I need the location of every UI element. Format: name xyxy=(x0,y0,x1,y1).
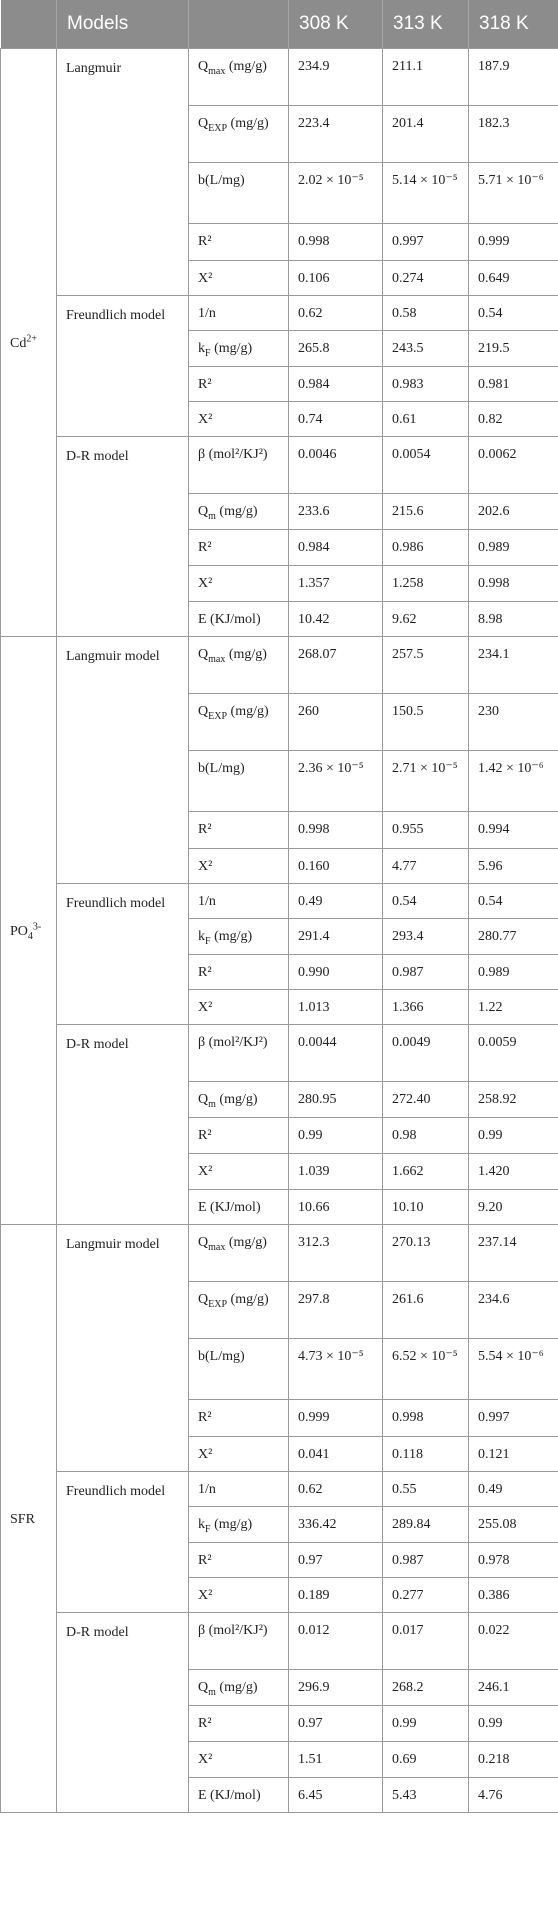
parameter-subscript: m xyxy=(208,510,216,522)
value-cell: 10.66 xyxy=(289,1190,383,1225)
value-cell: 243.5 xyxy=(383,331,469,367)
parameter-cell xyxy=(189,1543,289,1578)
value-cell: 2.71 × 10⁻⁵ xyxy=(383,751,469,812)
value-cell: 0.994 xyxy=(469,812,558,849)
adsorbate-label: PO xyxy=(10,924,28,939)
parameter-cell xyxy=(189,1437,289,1472)
parameter-cell xyxy=(189,261,289,296)
parameter-subscript: F xyxy=(205,935,211,947)
adsorbate-superscript: 2+ xyxy=(26,333,37,345)
parameter-unit: (mg/g) xyxy=(227,704,269,719)
parameter-cell xyxy=(189,1472,289,1507)
value-cell: 270.13 xyxy=(383,1225,469,1282)
parameter-cell xyxy=(189,884,289,919)
value-cell: 246.1 xyxy=(469,1670,558,1706)
value-cell: 1.366 xyxy=(383,990,469,1025)
value-cell: 0.160 xyxy=(289,849,383,884)
parameter-symbol: X² xyxy=(198,859,213,874)
value-cell: 0.97 xyxy=(289,1543,383,1578)
parameter-symbol: b(L/mg) xyxy=(198,1349,245,1364)
value-cell: 5.96 xyxy=(469,849,558,884)
value-cell: 0.62 xyxy=(289,296,383,331)
model-name-cell: D-R model xyxy=(57,1613,189,1813)
value-cell: 9.20 xyxy=(469,1190,558,1225)
model-name-cell: Freundlich model xyxy=(57,296,189,437)
value-cell: 272.40 xyxy=(383,1082,469,1118)
value-cell: 0.989 xyxy=(469,955,558,990)
value-cell: 0.97 xyxy=(289,1706,383,1742)
parameter-unit: (mg/g) xyxy=(210,929,253,944)
adsorbate-label: SFR xyxy=(10,1512,35,1527)
value-cell: 1.013 xyxy=(289,990,383,1025)
parameter-cell xyxy=(189,990,289,1025)
value-cell: 0.218 xyxy=(469,1742,558,1778)
model-name-cell: D-R model xyxy=(57,1025,189,1225)
value-cell: 0.62 xyxy=(289,1472,383,1507)
value-cell: 0.0059 xyxy=(469,1025,558,1082)
value-cell: 0.998 xyxy=(469,566,558,602)
parameter-symbol: Q xyxy=(198,1092,209,1107)
value-cell: 202.6 xyxy=(469,494,558,530)
parameter-symbol: R² xyxy=(198,965,212,980)
value-cell: 0.041 xyxy=(289,1437,383,1472)
table-row xyxy=(1,1472,558,1507)
value-cell: 10.42 xyxy=(289,602,383,637)
value-cell: 0.61 xyxy=(383,402,469,437)
value-cell: 0.999 xyxy=(289,1400,383,1437)
parameter-cell xyxy=(189,106,289,163)
parameter-cell xyxy=(189,367,289,402)
parameter-cell xyxy=(189,1190,289,1225)
header-row xyxy=(1,0,558,49)
value-cell: 0.386 xyxy=(469,1578,558,1613)
header-parameter-blank xyxy=(189,0,289,49)
value-cell: 268.2 xyxy=(383,1670,469,1706)
parameter-unit: (mg/g) xyxy=(215,504,258,519)
value-cell: 0.0062 xyxy=(469,437,558,494)
parameter-cell xyxy=(189,1613,289,1670)
parameter-cell xyxy=(189,1507,289,1543)
parameter-cell xyxy=(189,224,289,261)
parameter-cell xyxy=(189,1742,289,1778)
parameter-cell xyxy=(189,163,289,224)
parameter-symbol: X² xyxy=(198,1752,213,1767)
value-cell: 0.49 xyxy=(469,1472,558,1507)
parameter-cell xyxy=(189,637,289,694)
parameter-symbol: Q xyxy=(198,59,209,74)
adsorbate-cell xyxy=(1,49,57,637)
value-cell: 0.54 xyxy=(469,884,558,919)
parameter-symbol: R² xyxy=(198,1716,212,1731)
value-cell: 293.4 xyxy=(383,919,469,955)
value-cell: 0.978 xyxy=(469,1543,558,1578)
parameter-symbol: Q xyxy=(198,1235,209,1250)
value-cell: 291.4 xyxy=(289,919,383,955)
value-cell: 0.55 xyxy=(383,1472,469,1507)
value-cell: 1.42 × 10⁻⁶ xyxy=(469,751,558,812)
model-name-cell: Langmuir model xyxy=(57,1225,189,1472)
parameter-cell xyxy=(189,296,289,331)
value-cell: 0.987 xyxy=(383,1543,469,1578)
value-cell: 265.8 xyxy=(289,331,383,367)
value-cell: 10.10 xyxy=(383,1190,469,1225)
parameter-symbol: X² xyxy=(198,412,213,427)
value-cell: 289.84 xyxy=(383,1507,469,1543)
value-cell: 0.277 xyxy=(383,1578,469,1613)
parameter-cell xyxy=(189,1400,289,1437)
parameter-cell xyxy=(189,751,289,812)
parameter-symbol: R² xyxy=(198,540,212,555)
parameter-cell xyxy=(189,566,289,602)
value-cell: 0.189 xyxy=(289,1578,383,1613)
parameter-cell xyxy=(189,1778,289,1813)
value-cell: 0.999 xyxy=(469,224,558,261)
value-cell: 0.990 xyxy=(289,955,383,990)
parameter-symbol: R² xyxy=(198,1410,212,1425)
parameter-symbol: X² xyxy=(198,1000,213,1015)
value-cell: 0.981 xyxy=(469,367,558,402)
adsorbate-cell xyxy=(1,637,57,1225)
parameter-symbol: β (mol²/KJ²) xyxy=(198,1035,268,1050)
parameter-cell xyxy=(189,1082,289,1118)
parameter-symbol: Q xyxy=(198,1292,209,1307)
table-row xyxy=(1,1613,558,1670)
table-row xyxy=(1,296,558,331)
parameter-unit: (mg/g) xyxy=(227,116,269,131)
parameter-symbol: R² xyxy=(198,1553,212,1568)
table-row xyxy=(1,884,558,919)
adsorbate-label: Cd xyxy=(10,336,27,351)
value-cell: 0.955 xyxy=(383,812,469,849)
value-cell: 336.42 xyxy=(289,1507,383,1543)
value-cell: 211.1 xyxy=(383,49,469,106)
value-cell: 0.984 xyxy=(289,530,383,566)
parameter-cell xyxy=(189,849,289,884)
value-cell: 312.3 xyxy=(289,1225,383,1282)
parameter-subscript: m xyxy=(208,1098,216,1110)
value-cell: 5.43 xyxy=(383,1778,469,1813)
parameter-unit: (mg/g) xyxy=(210,1517,253,1532)
value-cell: 0.118 xyxy=(383,1437,469,1472)
parameter-symbol: X² xyxy=(198,1588,213,1603)
value-cell: 296.9 xyxy=(289,1670,383,1706)
parameter-symbol: R² xyxy=(198,234,212,249)
parameter-subscript: max xyxy=(208,65,226,77)
parameter-symbol: R² xyxy=(198,377,212,392)
value-cell: 234.1 xyxy=(469,637,558,694)
value-cell: 0.54 xyxy=(469,296,558,331)
value-cell: 0.49 xyxy=(289,884,383,919)
header-313k: 313 K xyxy=(383,0,469,49)
parameter-symbol: X² xyxy=(198,1447,213,1462)
value-cell: 230 xyxy=(469,694,558,751)
value-cell: 0.012 xyxy=(289,1613,383,1670)
parameter-cell xyxy=(189,602,289,637)
model-name-cell: Langmuir model xyxy=(57,637,189,884)
parameter-symbol: 1/n xyxy=(198,894,216,909)
parameter-unit: (mg/g) xyxy=(210,341,253,356)
table-body xyxy=(1,49,558,1813)
value-cell: 1.420 xyxy=(469,1154,558,1190)
parameter-subscript: m xyxy=(208,1686,216,1698)
parameter-symbol: k xyxy=(198,341,205,356)
parameter-unit: (mg/g) xyxy=(225,59,267,74)
parameter-cell xyxy=(189,1670,289,1706)
value-cell: 0.989 xyxy=(469,530,558,566)
header-318k: 318 K xyxy=(469,0,558,49)
value-cell: 0.58 xyxy=(383,296,469,331)
adsorbate-cell xyxy=(1,1225,57,1813)
value-cell: 234.6 xyxy=(469,1282,558,1339)
value-cell: 2.02 × 10⁻⁵ xyxy=(289,163,383,224)
value-cell: 0.106 xyxy=(289,261,383,296)
parameter-cell xyxy=(189,1225,289,1282)
value-cell: 280.95 xyxy=(289,1082,383,1118)
value-cell: 237.14 xyxy=(469,1225,558,1282)
parameter-symbol: Q xyxy=(198,704,209,719)
value-cell: 0.74 xyxy=(289,402,383,437)
value-cell: 0.99 xyxy=(469,1706,558,1742)
parameter-cell xyxy=(189,812,289,849)
value-cell: 9.62 xyxy=(383,602,469,637)
parameter-subscript: EXP xyxy=(208,710,228,722)
table-row xyxy=(1,437,558,494)
parameter-subscript: EXP xyxy=(208,122,228,134)
parameter-cell xyxy=(189,437,289,494)
value-cell: 1.51 xyxy=(289,1742,383,1778)
parameter-symbol: X² xyxy=(198,1164,213,1179)
value-cell: 0.649 xyxy=(469,261,558,296)
value-cell: 4.76 xyxy=(469,1778,558,1813)
value-cell: 0.98 xyxy=(383,1118,469,1154)
parameter-symbol: E (KJ/mol) xyxy=(198,1200,261,1215)
parameter-cell xyxy=(189,331,289,367)
value-cell: 5.71 × 10⁻⁶ xyxy=(469,163,558,224)
parameter-cell xyxy=(189,1578,289,1613)
parameter-symbol: E (KJ/mol) xyxy=(198,1788,261,1803)
value-cell: 234.9 xyxy=(289,49,383,106)
parameter-symbol: Q xyxy=(198,504,209,519)
value-cell: 0.82 xyxy=(469,402,558,437)
value-cell: 0.998 xyxy=(289,812,383,849)
parameter-symbol: b(L/mg) xyxy=(198,761,245,776)
adsorbate-superscript: 3- xyxy=(32,921,42,933)
table-row xyxy=(1,1225,558,1282)
value-cell: 6.45 xyxy=(289,1778,383,1813)
table-row xyxy=(1,49,558,106)
value-cell: 0.274 xyxy=(383,261,469,296)
parameter-cell xyxy=(189,494,289,530)
value-cell: 0.022 xyxy=(469,1613,558,1670)
parameter-cell xyxy=(189,1154,289,1190)
parameter-cell xyxy=(189,402,289,437)
parameter-cell xyxy=(189,49,289,106)
parameter-symbol: Q xyxy=(198,1680,209,1695)
value-cell: 6.52 × 10⁻⁵ xyxy=(383,1339,469,1400)
model-name-cell: Freundlich model xyxy=(57,1472,189,1613)
parameter-cell xyxy=(189,955,289,990)
parameter-subscript: F xyxy=(205,347,211,359)
value-cell: 182.3 xyxy=(469,106,558,163)
parameter-symbol: Q xyxy=(198,116,209,131)
parameter-cell xyxy=(189,1118,289,1154)
value-cell: 297.8 xyxy=(289,1282,383,1339)
parameter-symbol: R² xyxy=(198,1128,212,1143)
value-cell: 5.54 × 10⁻⁶ xyxy=(469,1339,558,1400)
value-cell: 0.997 xyxy=(469,1400,558,1437)
value-cell: 4.77 xyxy=(383,849,469,884)
parameter-unit: (mg/g) xyxy=(225,647,267,662)
value-cell: 1.357 xyxy=(289,566,383,602)
parameter-unit: (mg/g) xyxy=(225,1235,267,1250)
parameter-cell xyxy=(189,919,289,955)
value-cell: 150.5 xyxy=(383,694,469,751)
parameter-symbol: β (mol²/KJ²) xyxy=(198,447,268,462)
parameter-cell xyxy=(189,1025,289,1082)
header-308k: 308 K xyxy=(289,0,383,49)
value-cell: 223.4 xyxy=(289,106,383,163)
parameter-cell xyxy=(189,1282,289,1339)
value-cell: 0.997 xyxy=(383,224,469,261)
parameter-symbol: 1/n xyxy=(198,1482,216,1497)
header-models: Models xyxy=(57,0,189,49)
adsorbate-subscript: 4 xyxy=(27,930,33,942)
value-cell: 0.998 xyxy=(289,224,383,261)
value-cell: 233.6 xyxy=(289,494,383,530)
value-cell: 4.73 × 10⁻⁵ xyxy=(289,1339,383,1400)
model-name-cell: Langmuir xyxy=(57,49,189,296)
value-cell: 260 xyxy=(289,694,383,751)
parameter-symbol: b(L/mg) xyxy=(198,173,245,188)
parameter-cell xyxy=(189,1339,289,1400)
value-cell: 0.69 xyxy=(383,1742,469,1778)
parameter-subscript: F xyxy=(205,1523,211,1535)
value-cell: 0.987 xyxy=(383,955,469,990)
value-cell: 0.0044 xyxy=(289,1025,383,1082)
value-cell: 1.258 xyxy=(383,566,469,602)
value-cell: 258.92 xyxy=(469,1082,558,1118)
parameter-symbol: Q xyxy=(198,647,209,662)
parameter-cell xyxy=(189,694,289,751)
table-row xyxy=(1,637,558,694)
value-cell: 0.984 xyxy=(289,367,383,402)
parameter-subscript: EXP xyxy=(208,1298,228,1310)
parameter-symbol: X² xyxy=(198,576,213,591)
parameter-subscript: max xyxy=(208,653,226,665)
parameter-symbol: X² xyxy=(198,271,213,286)
value-cell: 8.98 xyxy=(469,602,558,637)
value-cell: 187.9 xyxy=(469,49,558,106)
value-cell: 219.5 xyxy=(469,331,558,367)
parameter-subscript: max xyxy=(208,1241,226,1253)
parameter-symbol: k xyxy=(198,929,205,944)
value-cell: 0.0054 xyxy=(383,437,469,494)
model-name-cell: D-R model xyxy=(57,437,189,637)
parameter-unit: (mg/g) xyxy=(227,1292,269,1307)
parameter-symbol: E (KJ/mol) xyxy=(198,612,261,627)
parameter-symbol: k xyxy=(198,1517,205,1532)
parameter-unit: (mg/g) xyxy=(215,1680,258,1695)
header-blank-cell xyxy=(1,0,57,49)
value-cell: 261.6 xyxy=(383,1282,469,1339)
value-cell: 280.77 xyxy=(469,919,558,955)
value-cell: 0.0046 xyxy=(289,437,383,494)
parameter-symbol: β (mol²/KJ²) xyxy=(198,1623,268,1638)
value-cell: 0.017 xyxy=(383,1613,469,1670)
table-row xyxy=(1,1025,558,1082)
value-cell: 1.039 xyxy=(289,1154,383,1190)
value-cell: 0.121 xyxy=(469,1437,558,1472)
value-cell: 1.22 xyxy=(469,990,558,1025)
parameter-cell xyxy=(189,1706,289,1742)
value-cell: 268.07 xyxy=(289,637,383,694)
value-cell: 0.0049 xyxy=(383,1025,469,1082)
parameter-cell xyxy=(189,530,289,566)
value-cell: 0.99 xyxy=(289,1118,383,1154)
value-cell: 0.99 xyxy=(383,1706,469,1742)
value-cell: 5.14 × 10⁻⁵ xyxy=(383,163,469,224)
value-cell: 201.4 xyxy=(383,106,469,163)
value-cell: 0.998 xyxy=(383,1400,469,1437)
value-cell: 0.986 xyxy=(383,530,469,566)
value-cell: 0.54 xyxy=(383,884,469,919)
value-cell: 0.99 xyxy=(469,1118,558,1154)
value-cell: 2.36 × 10⁻⁵ xyxy=(289,751,383,812)
value-cell: 0.983 xyxy=(383,367,469,402)
value-cell: 215.6 xyxy=(383,494,469,530)
value-cell: 255.08 xyxy=(469,1507,558,1543)
model-name-cell: Freundlich model xyxy=(57,884,189,1025)
parameter-unit: (mg/g) xyxy=(215,1092,258,1107)
value-cell: 257.5 xyxy=(383,637,469,694)
value-cell: 1.662 xyxy=(383,1154,469,1190)
parameter-symbol: R² xyxy=(198,822,212,837)
parameter-symbol: 1/n xyxy=(198,306,216,321)
